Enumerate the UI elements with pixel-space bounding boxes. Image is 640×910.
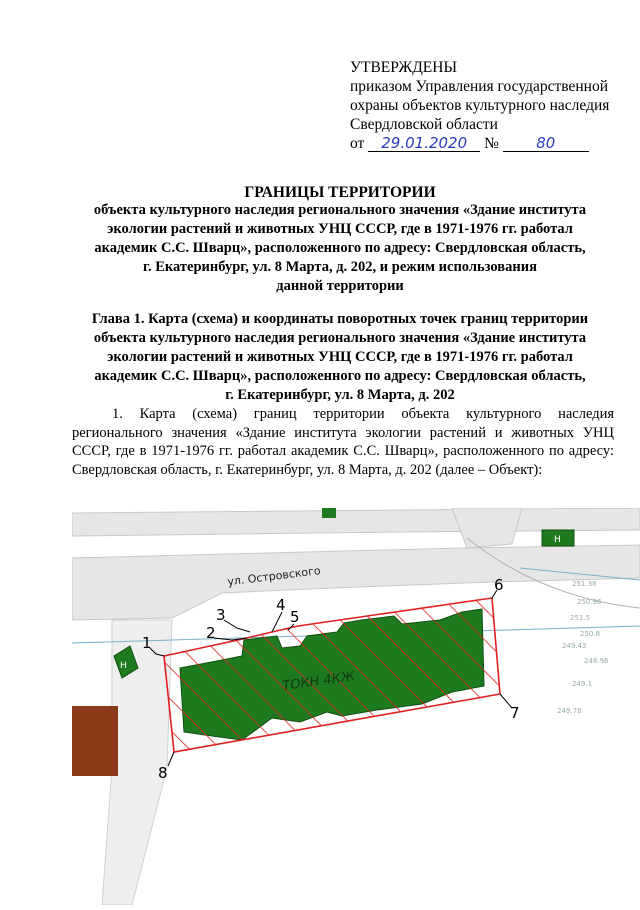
number-prefix: № — [484, 135, 499, 152]
svg-text:250.8: 250.8 — [580, 630, 601, 638]
paragraph-text: 1. Карта (схема) границ территории объекта культурного наследия регионального значения «Здание института экологии растений и животных УНЦ СССР, где в 1971-1976 гг. работал академик С.С. Шварц», расположенного по адресу: Свердловская область, г. Екатеринбург, ул. 8 Марта, д. 202 (далее – Объект): — [72, 406, 614, 478]
point-label-6: 6 — [494, 576, 504, 594]
svg-text:251.38: 251.38 — [572, 580, 597, 588]
svg-text:249.1: 249.1 — [572, 680, 593, 688]
chapter-line: академик С.С. Шварц», расположенного по адресу: Свердловская область, — [94, 368, 586, 384]
chapter-line: Глава 1. Карта (схема) и координаты поворотных точек границ территории — [91, 311, 589, 327]
approval-line: приказом Управления государственной — [350, 78, 609, 95]
subtitle-line: объекта культурного наследия регионального значения «Здание института — [93, 202, 587, 218]
map-svg — [72, 508, 640, 905]
svg-text:250.96: 250.96 — [577, 598, 602, 606]
point-label-5: 5 — [290, 608, 300, 626]
street-label: ул. Островского — [226, 564, 322, 589]
chapter-line: г. Екатеринбург, ул. 8 Марта, д. 202 — [225, 387, 455, 403]
boundary-map — [72, 508, 640, 910]
date-prefix: от — [350, 135, 365, 152]
document-title: ГРАНИЦЫ ТЕРРИТОРИИ — [244, 184, 436, 201]
marker-n-label: Н — [554, 535, 561, 545]
approval-date-row — [350, 134, 640, 153]
svg-text:249.78: 249.78 — [557, 707, 582, 715]
point-label-3: 3 — [216, 606, 226, 624]
chapter-line: экологии растений и животных УНЦ СССР, где в 1971-1976 гг. работал — [107, 349, 573, 365]
subtitle-line: экологии растений и животных УНЦ СССР, где в 1971-1976 гг. работал — [107, 221, 573, 237]
approval-block — [350, 58, 640, 153]
subtitle-line: академик С.С. Шварц», расположенного по адресу: Свердловская область, — [94, 240, 586, 256]
approval-date: 29.01.2020 — [368, 136, 480, 152]
chapter-line: объекта культурного наследия регионального значения «Здание института — [93, 330, 587, 346]
point-label-4: 4 — [276, 596, 286, 614]
subtitle-line: г. Екатеринбург, ул. 8 Марта, д. 202, и режим использования — [143, 259, 537, 275]
svg-text:248.96: 248.96 — [584, 657, 609, 665]
approval-number: 80 — [503, 136, 589, 152]
paragraph-1 — [72, 405, 614, 479]
point-label-7: 7 — [510, 704, 520, 722]
approval-line: Свердловской области — [350, 116, 498, 133]
point-label-1: 1 — [142, 634, 152, 652]
small-building — [322, 508, 336, 518]
building-label: ТОКН 4КЖ — [281, 669, 356, 695]
approval-line: охраны объектов культурного наследия — [350, 97, 610, 114]
brown-building — [72, 706, 118, 776]
approval-title: УТВЕРЖДЕНЫ — [350, 59, 457, 76]
chapter-heading — [60, 310, 620, 405]
svg-text:251.5: 251.5 — [570, 614, 591, 622]
point-label-8: 8 — [158, 764, 168, 782]
subtitle-line: данной территории — [276, 278, 404, 294]
svg-text:249.43: 249.43 — [562, 642, 587, 650]
document-subtitle — [60, 201, 620, 296]
marker-n-label-left: Н — [120, 661, 127, 671]
point-label-2: 2 — [206, 624, 216, 642]
